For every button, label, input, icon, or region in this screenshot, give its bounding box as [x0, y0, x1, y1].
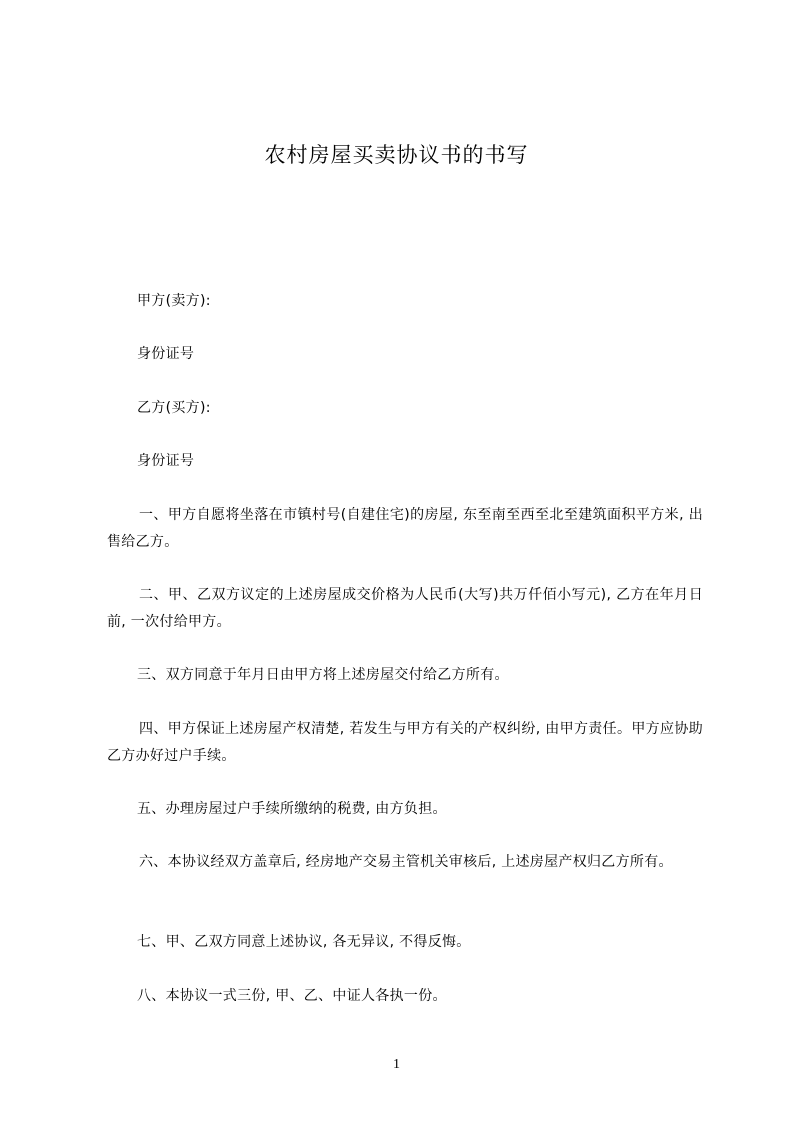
clause-1: 一、甲方自愿将坐落在市镇村号(自建住宅)的房屋, 东至南至西至北至建筑面积平方米, 出售给乙方。 [107, 507, 703, 550]
clause-3: 三、双方同意于年月日由甲方将上述房屋交付给乙方所有。 [137, 667, 509, 683]
clause-2: 二、甲、乙双方议定的上述房屋成交价格为人民币(大写)共万仟佰小写元), 乙方在年月日前, 一次付给甲方。 [107, 587, 703, 630]
clause-8: 八、本协议一式三份, 甲、乙、中证人各执一份。 [137, 988, 447, 1004]
clause-4: 四、甲方保证上述房屋产权清楚, 若发生与甲方有关的产权纠纷, 由甲方责任。甲方应协助乙方办好过户手续。 [107, 721, 703, 764]
clause-7: 七、甲、乙双方同意上述协议, 各无异议, 不得反悔。 [137, 934, 471, 950]
document-title: 农村房屋买卖协议书的书写 [264, 143, 529, 167]
party-a-label: 甲方(卖方): [137, 293, 211, 309]
party-b-label: 乙方(买方): [137, 400, 211, 416]
clause-6: 六、本协议经双方盖章后, 经房地产交易主管机关审核后, 上述房屋产权归乙方所有。 [139, 854, 673, 870]
page-number: 1 [393, 1057, 400, 1072]
party-a-id-label: 身份证号 [137, 346, 195, 362]
party-b-id-label: 身份证号 [137, 453, 195, 469]
clause-5: 五、办理房屋过户手续所缴纳的税费, 由方负担。 [137, 801, 447, 817]
